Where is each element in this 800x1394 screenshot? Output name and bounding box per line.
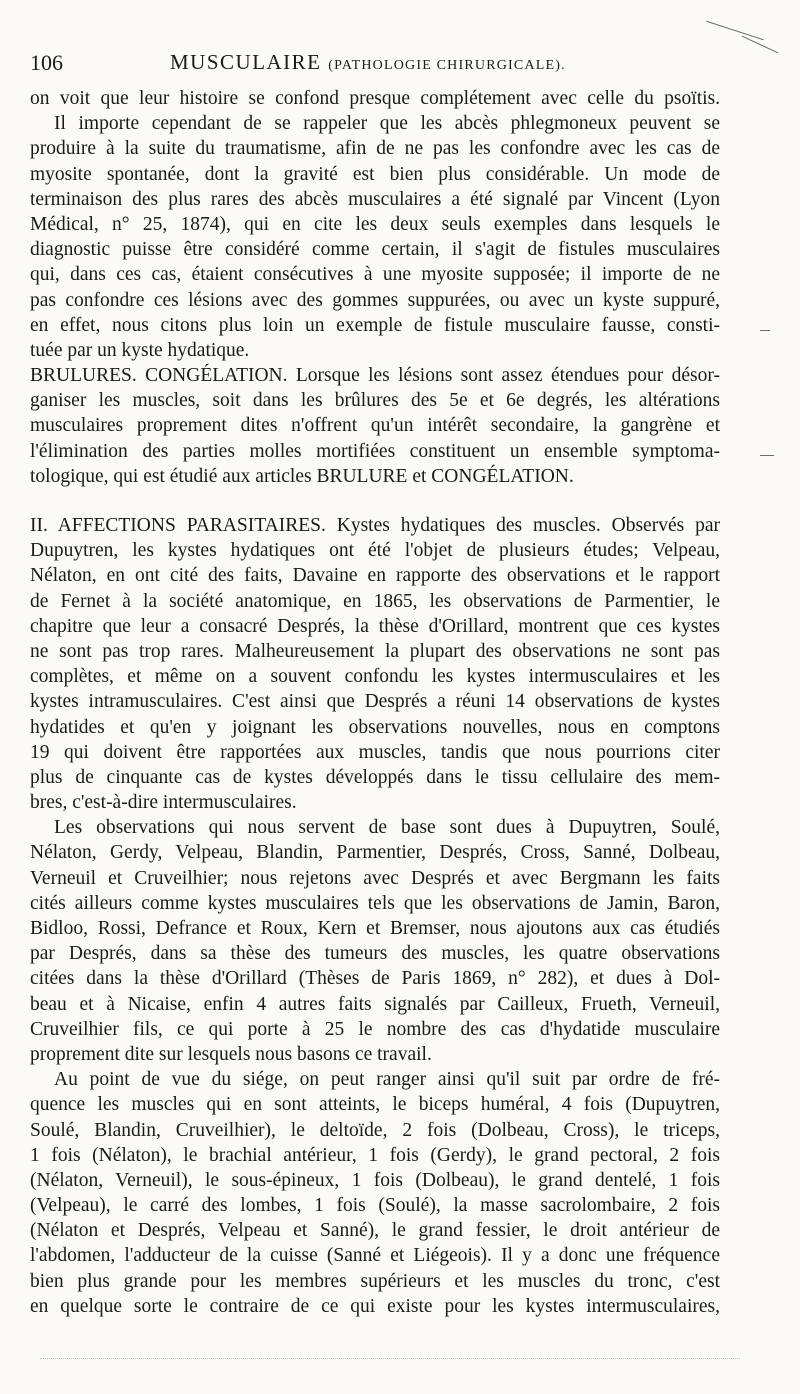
text-line: proprement dite sur lesquels nous basons ce travail. xyxy=(30,1043,432,1065)
margin-tick xyxy=(760,330,770,331)
footer-noise xyxy=(40,1358,740,1360)
text-line: terminaison des plus rares des abcès musculaires a été signalé par Vincent (Lyon xyxy=(30,188,720,210)
text-line: Il importe cependant de se rappeler que les abcès phlegmoneux peuvent se xyxy=(54,113,720,135)
text-line: pas confondre ces lésions avec des gommes suppurées, ou avec un kyste suppuré, xyxy=(30,289,720,311)
text-line: diagnostic puisse être considéré comme certain, il s'agit de fistules musculaires xyxy=(30,239,720,261)
text-line: complètes, et même on a souvent confondu les kystes intermusculaires et les xyxy=(30,666,720,688)
running-title-sub: (PATHOLOGIE CHIRURGICALE). xyxy=(328,58,566,73)
text-line: Verneuil et Cruveilhier; nous rejetons avec Després et avec Bergmann les faits xyxy=(30,867,720,889)
text-line: Les observations qui nous servent de base sont dues à Dupuytren, Soulé, xyxy=(54,817,720,839)
text-line: (Velpeau), le carré des lombes, 1 fois (Soulé), la masse sacrolombaire, 2 fois xyxy=(30,1195,720,1217)
text-line: ganiser les muscles, soit dans les brûlures des 5e et 6e degrés, les altérations xyxy=(30,390,720,412)
text-line: en effet, nous citons plus loin un exemple de fistule musculaire fausse, consti- xyxy=(30,314,720,336)
corner-mark xyxy=(706,21,763,40)
text-line: bien plus grande pour les membres supérieurs et les muscles du tronc, c'est xyxy=(30,1270,720,1292)
running-title xyxy=(170,50,566,75)
text-line: chapitre que leur a consacré Després, la thèse d'Orillard, montrent que ces kystes xyxy=(30,615,720,637)
text-line: l'abdomen, l'adducteur de la cuisse (Sanné et Liégeois). Il y a donc une fréquence xyxy=(30,1245,720,1267)
text-line: Au point de vue du siége, on peut ranger ainsi qu'il suit par ordre de fré- xyxy=(54,1069,720,1091)
text-line: produire à la suite du traumatisme, afin de ne pas les confondre avec les cas de xyxy=(30,138,720,160)
text-line: tologique, qui est étudié aux articles BRULURE et CONGÉLATION. xyxy=(30,465,574,487)
text-line: bres, c'est-à-dire intermusculaires. xyxy=(30,792,297,814)
text-line: qui, dans ces cas, étaient consécutives à une myosite supposée; il importe de ne xyxy=(30,264,720,286)
page-header xyxy=(30,50,710,78)
body-text xyxy=(30,86,720,1319)
text-line: Nélaton, en ont cité des faits, Davaine en rapporte des observations et le rapport xyxy=(30,565,720,587)
text-line: l'élimination des parties molles mortifiées constituent un ensemble symptoma- xyxy=(30,440,720,462)
text-line: Soulé, Blandin, Cruveilhier), le deltoïde, 2 fois (Dolbeau, Cross), le triceps, xyxy=(30,1119,720,1141)
text-line: Nélaton, Gerdy, Velpeau, Blandin, Parmentier, Després, Cross, Sanné, Dolbeau, xyxy=(30,842,720,864)
text-line: ne sont pas trop rares. Malheureusement la plupart des observations ne sont pas xyxy=(30,640,720,662)
text-line: en quelque sorte le contraire de ce qui existe pour les kystes intermusculaires, xyxy=(30,1295,720,1317)
text-line: Dupuytren, les kystes hydatiques ont été l'objet de plusieurs études; Velpeau, xyxy=(30,540,720,562)
text-line: plus de cinquante cas de kystes développés dans le tissu cellulaire des mem- xyxy=(30,766,720,788)
text-line: 19 qui doivent être rapportées aux muscles, tandis que nous pourrions citer xyxy=(30,741,720,763)
text-line: II. AFFECTIONS PARASITAIRES. Kystes hydatiques des muscles. Observés par xyxy=(30,515,720,536)
text-line: on voit que leur histoire se confond presque complétement avec celle du psoïtis. xyxy=(30,88,720,109)
text-line: beau et à Nicaise, enfin 4 autres faits signalés par Cailleux, Frueth, Verneuil, xyxy=(30,993,720,1015)
text-line: citées dans la thèse d'Orillard (Thèses de Paris 1869, n° 282), et dues à Dol- xyxy=(30,968,720,990)
text-line: cités ailleurs comme kystes musculaires tels que les observations de Jamin, Baron, xyxy=(30,892,720,914)
text-line: par Després, dans sa thèse des tumeurs des muscles, les quatre observations xyxy=(30,943,720,965)
margin-tick xyxy=(760,455,774,456)
text-line: 1 fois (Nélaton), le brachial antérieur, 1 fois (Gerdy), le grand pectoral, 2 fois xyxy=(30,1144,720,1166)
section-gap xyxy=(30,489,720,513)
text-line: quence les muscles qui en sont atteints, le biceps huméral, 4 fois (Dupuytren, xyxy=(30,1094,720,1116)
text-line: Cruveilhier fils, ce qui porte à 25 le nombre des cas d'hydatide musculaire xyxy=(30,1018,720,1040)
text-line: (Nélaton et Després, Velpeau et Sanné), le grand fessier, le droit antérieur de xyxy=(30,1220,720,1242)
text-line: hydatides et qu'en y joignant les observations nouvelles, nous en comptons xyxy=(30,716,720,738)
text-line: kystes intramusculaires. C'est ainsi que Després a réuni 14 observations de kystes xyxy=(30,691,720,713)
text-line: (Nélaton, Verneuil), le sous-épineux, 1 fois (Dolbeau), le grand dentelé, 1 fois xyxy=(30,1169,720,1191)
text-line: myosite spontanée, dont la gravité est bien plus considérable. Un mode de xyxy=(30,163,720,185)
text-line: Bidloo, Rossi, Defrance et Roux, Kern et Bremser, nous ajoutons aux cas étudiés xyxy=(30,918,720,939)
text-line: BRULURES. CONGÉLATION. Lorsque les lésions sont assez étendues pour désor- xyxy=(30,365,720,387)
text-line: musculaires proprement dites n'offrent qu'un intérêt secondaire, la gangrène et xyxy=(30,415,720,437)
page-number: 106 xyxy=(30,50,63,75)
running-title-main: MUSCULAIRE xyxy=(170,50,322,74)
text-line: tuée par un kyste hydatique. xyxy=(30,339,250,361)
text-line: Médical, n° 25, 1874), qui en cite les deux seuls exemples dans lesquels le xyxy=(30,213,720,235)
text-line: de Fernet à la société anatomique, en 1865, les observations de Parmentier, le xyxy=(30,590,720,612)
